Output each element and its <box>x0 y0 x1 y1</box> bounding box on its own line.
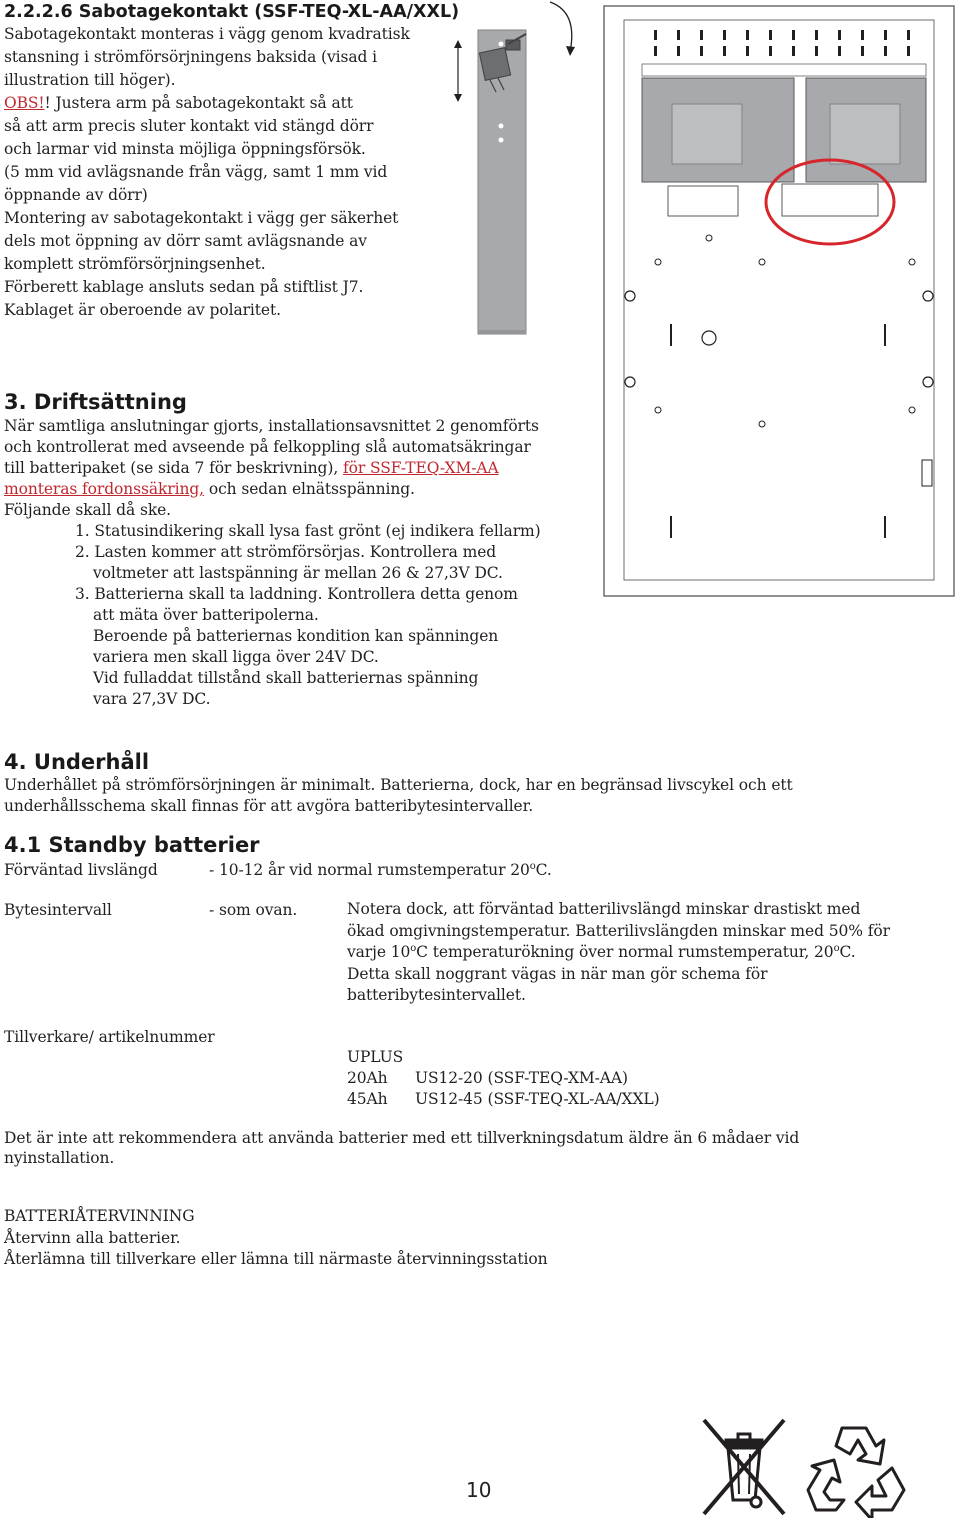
text-fragment: och sedan elnätsspänning. <box>204 480 415 498</box>
battery-row <box>347 1089 660 1110</box>
text-line: dels mot öppning av dörr samt avlägsnande av <box>4 232 367 250</box>
degree-sup: o <box>833 942 840 954</box>
section-2226-body <box>4 23 410 322</box>
text-line: Underhållet på strömförsörjningen är minimalt. Batterierna, dock, har en begränsad livscykel och ett <box>4 776 793 794</box>
life-value <box>209 859 552 882</box>
interval-value: - som ovan. <box>209 901 298 919</box>
list-item: 2. Lasten kommer att strömförsörjas. Kontrollera med <box>75 543 497 561</box>
page-number: 10 <box>466 1478 492 1502</box>
list-item: Beroende på batteriernas kondition kan spänningen <box>93 627 499 645</box>
text-line <box>4 458 539 479</box>
text-line: Detta skall noggrant vägas in när man gör schema för <box>347 964 768 983</box>
battery-model: US12-20 (SSF-TEQ-XM-AA) <box>415 1069 628 1087</box>
text-line: Det är inte att rekommendera att använda batterier med ett tillverkningsdatum äldre än 6 mådaer vid <box>4 1129 800 1147</box>
degree-sup: o <box>410 942 417 954</box>
text-fragment: till batteripaket (se sida 7 för beskrivning), <box>4 459 343 477</box>
text-line: underhållsschema skall finnas för att avgöra batteribytesintervaller. <box>4 797 534 815</box>
text-line: stansning i strömförsörjningens baksida (visad i <box>4 48 378 66</box>
obs-link[interactable]: OBS! <box>4 94 45 112</box>
fuse-note-link[interactable]: monteras fordonssäkring, <box>4 480 205 498</box>
obs-text: ! Justera arm på sabotagekontakt så att <box>44 94 353 112</box>
text-line: Sabotagekontakt monteras i vägg genom kvadratisk <box>4 25 410 43</box>
section-heading-41: 4.1 Standby batterier <box>4 833 260 857</box>
text-line: Följande skall då ske. <box>4 501 172 519</box>
section-heading-2226: 2.2.2.6 Sabotagekontakt (SSF-TEQ-XL-AA/XXL) <box>4 2 460 22</box>
section-4-body <box>4 775 793 817</box>
degree-sup: o <box>529 860 536 872</box>
list-item: 1. Statusindikering skall lysa fast grönt (ej indikera fellarm) <box>75 522 541 540</box>
brand-name: UPLUS <box>347 1048 404 1066</box>
interval-label: Bytesintervall <box>4 901 112 919</box>
text-line: komplett strömförsörjningsenhet. <box>4 255 266 273</box>
text-fragment: C temperaturökning över normal rumstemperatur, 20 <box>416 943 834 961</box>
text-line: Förberett kablage ansluts sedan på stiftlist J7. <box>4 278 364 296</box>
battery-models <box>347 1047 660 1110</box>
text-line: Montering av sabotagekontakt i vägg ger säkerhet <box>4 209 399 227</box>
recycling-title: BATTERIÅTERVINNING <box>4 1207 195 1225</box>
battery-model: US12-45 (SSF-TEQ-XL-AA/XXL) <box>415 1090 660 1108</box>
text-line: och kontrollerat med avseende på felkoppling slå automatsäkringar <box>4 438 531 456</box>
text-line: öppnande av dörr) <box>4 186 148 204</box>
text-fragment: varje 10 <box>347 943 411 961</box>
list-item: 3. Batterierna skall ta laddning. Kontrollera detta genom <box>75 585 518 603</box>
weee-crossed-bin-icon <box>698 1414 790 1520</box>
text-line: ökad omgivningstemperatur. Batterilivslängden minskar med 50% för <box>347 921 890 940</box>
section-3-body <box>4 416 539 521</box>
text-line: När samtliga anslutningar gjorts, installationsavsnittet 2 genomförts <box>4 417 539 435</box>
section-heading-3: 3. Driftsättning <box>4 390 187 414</box>
life-label: Förväntad livslängd <box>4 861 158 879</box>
text-line: och larmar vid minsta möjliga öppningsförsök. <box>4 140 366 158</box>
text-line <box>4 479 539 500</box>
manufacturer-label: Tillverkare/ artikelnummer <box>4 1028 215 1046</box>
obs-line <box>4 92 410 115</box>
battery-capacity: 20Ah <box>347 1069 388 1087</box>
text-line: Återvinn alla batterier. <box>4 1228 181 1247</box>
list-item: variera men skall ligga över 24V DC. <box>93 648 379 666</box>
battery-age-warning <box>4 1128 799 1168</box>
power-supply-cabinet-illustration <box>602 4 958 600</box>
recycling-section <box>4 1206 547 1271</box>
battery-capacity: 45Ah <box>347 1090 388 1108</box>
text-line: nyinstallation. <box>4 1149 115 1167</box>
life-unit: C. <box>535 861 552 879</box>
text-line: så att arm precis sluter kontakt vid stängd dörr <box>4 117 374 135</box>
interval-note <box>347 899 890 1007</box>
battery-row <box>347 1068 660 1089</box>
startup-steps-list <box>75 521 541 710</box>
list-item: vara 27,3V DC. <box>93 690 211 708</box>
fuse-note-link[interactable]: för SSF-TEQ-XM-AA <box>342 459 499 477</box>
text-line: Återlämna till tillverkare eller lämna till närmaste återvinningsstation <box>4 1250 548 1268</box>
text-line: Kablaget är oberoende av polaritet. <box>4 301 281 319</box>
section-heading-4: 4. Underhåll <box>4 750 150 774</box>
recycling-icon <box>806 1420 910 1518</box>
life-value-text: - 10-12 år vid normal rumstemperatur 20 <box>209 861 530 879</box>
list-item: voltmeter att lastspänning är mellan 26 & 27,3V DC. <box>93 564 503 582</box>
tamper-switch-illustration <box>452 0 582 340</box>
text-line <box>347 942 890 964</box>
text-line: batteribytesintervallet. <box>347 986 526 1004</box>
text-line: Notera dock, att förväntad batterilivslängd minskar drastiskt med <box>347 900 861 918</box>
text-fragment: C. <box>839 943 856 961</box>
text-line: (5 mm vid avlägsnande från vägg, samt 1 mm vid <box>4 163 388 181</box>
list-item: Vid fulladdat tillstånd skall batteriernas spänning <box>93 669 479 687</box>
text-line: illustration till höger). <box>4 71 176 89</box>
list-item: att mäta över batteripolerna. <box>93 606 319 624</box>
